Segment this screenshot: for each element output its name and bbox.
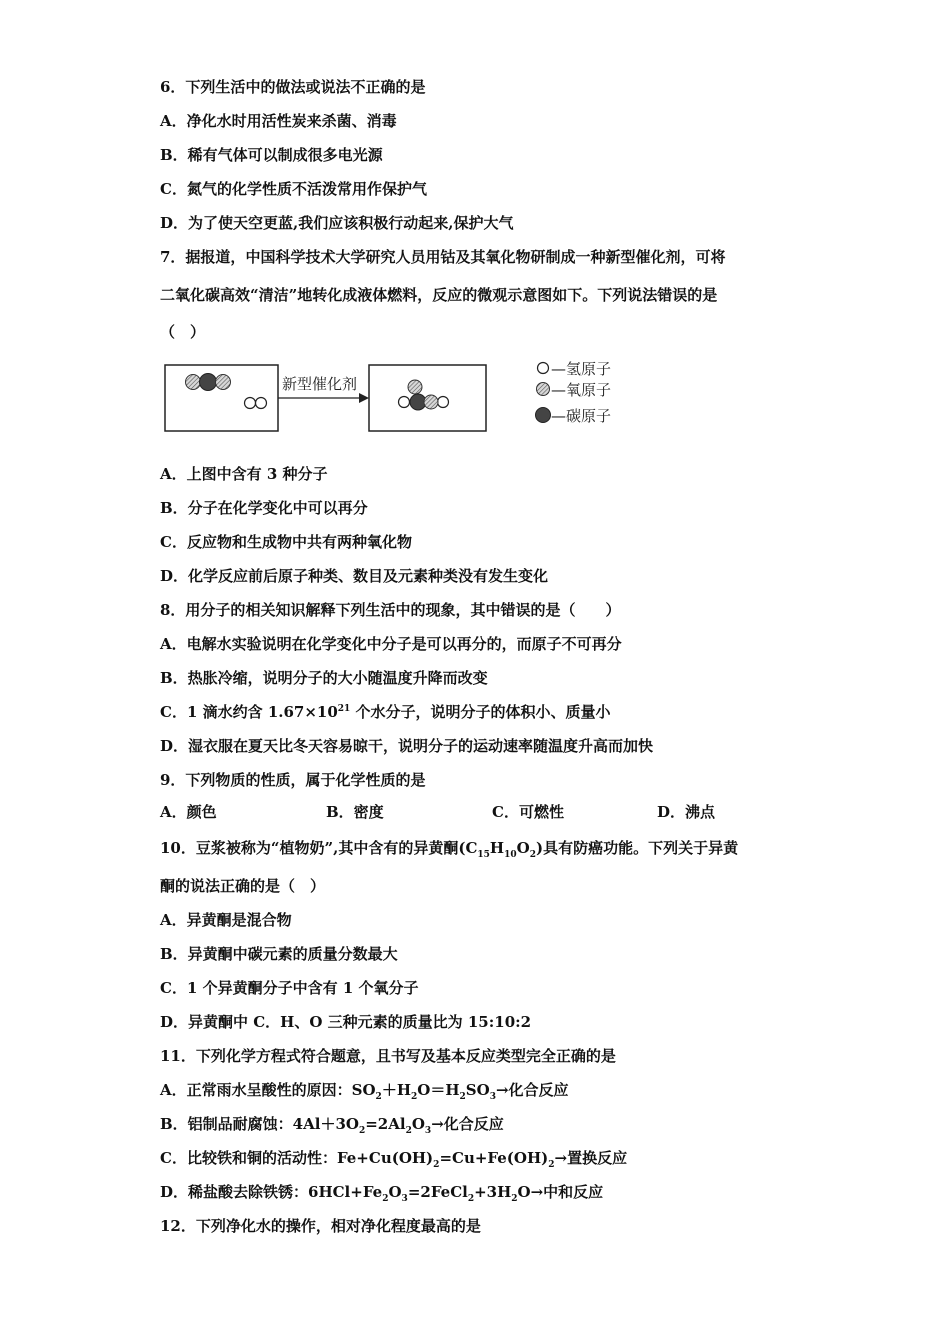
q11-option-d: D．稀盐酸去除铁锈：$6HCl+Fe_2O_3=2FeCl_2+3H_2O\to$中和反应 bbox=[160, 1183, 604, 1204]
oxygen-atom bbox=[216, 375, 231, 390]
q10-option-b: B．异黄酮中碳元素的质量分数最大 bbox=[160, 945, 398, 963]
q8-option-b: B．热胀冷缩，说明分子的大小随温度升降而改变 bbox=[160, 669, 488, 687]
q6-option-a: A．净化水时用活性炭来杀菌、消毒 bbox=[160, 112, 397, 130]
q9-option-b: B．密度 bbox=[326, 803, 384, 821]
co2-molecule bbox=[186, 374, 231, 391]
hydrogen-atom bbox=[438, 397, 449, 408]
q11-option-a: A．正常雨水呈酸性的原因：$SO_2+H_2O=H_2SO_3\to$化合反应 bbox=[160, 1081, 569, 1102]
hydrogen-atom bbox=[245, 398, 256, 409]
q7-option-b: B．分子在化学变化中可以再分 bbox=[160, 499, 368, 517]
q10-option-c: C．1 个异黄酮分子中含有 1 个氧分子 bbox=[160, 979, 419, 997]
legend-oxygen-label: —氧原子 bbox=[551, 381, 612, 399]
reaction-diagram bbox=[160, 356, 640, 440]
legend-hydrogen-label: —氢原子 bbox=[551, 360, 612, 378]
q7-option-c: C．反应物和生成物中共有两种氧化物 bbox=[160, 533, 412, 551]
q7-stem-line3: （ ） bbox=[160, 323, 206, 341]
q7-option-d: D．化学反应前后原子种类、数目及元素种类没有发生变化 bbox=[160, 567, 549, 585]
q6-option-b: B．稀有气体可以制成很多电光源 bbox=[160, 146, 383, 164]
q9-option-d: D．沸点 bbox=[657, 803, 716, 821]
legend-carbon-symbol bbox=[536, 408, 551, 423]
legend bbox=[536, 360, 612, 425]
hydrogen-atom bbox=[256, 398, 267, 409]
q8-stem: 8．用分子的相关知识解释下列生活中的现象，其中错误的是（ ） bbox=[160, 601, 621, 619]
q11-option-b: B．铝制品耐腐蚀：$4Al+3O_2=2Al_2O_3\to$化合反应 bbox=[160, 1115, 504, 1136]
q6-stem: 6．下列生活中的做法或说法不正确的是 bbox=[160, 78, 426, 96]
q7-stem-line1: 7．据报道，中国科学技术大学研究人员用钴及其氧化物研制成一种新型催化剂，可将 bbox=[160, 248, 726, 266]
q8-option-d: D．湿衣服在夏天比冬天容易晾干，说明分子的运动速率随温度升高而加快 bbox=[160, 737, 654, 755]
legend-carbon-label: —碳原子 bbox=[551, 407, 612, 425]
arrow-head bbox=[359, 393, 369, 403]
q7-option-a: A．上图中含有 3 种分子 bbox=[160, 465, 328, 483]
q8-option-c: C．1 滴水约含 $1.67\times 10^{21}$ 个水分子，说明分子的体积小、质量小 bbox=[160, 703, 611, 721]
arrow-label: 新型催化剂 bbox=[282, 375, 358, 393]
q8-option-a: A．电解水实验说明在化学变化中分子是可以再分的，而原子不可再分 bbox=[160, 635, 622, 653]
q10-stem-line2: 酮的说法正确的是（ ） bbox=[160, 877, 326, 895]
q11-option-c: C．比较铁和铜的活动性：$Fe+Cu(OH)_2=Cu+Fe(OH)_2\to$置换反应 bbox=[160, 1149, 628, 1170]
legend-hydrogen-symbol bbox=[538, 363, 549, 374]
oxygen-atom bbox=[408, 380, 422, 394]
q9-option-a: A．颜色 bbox=[160, 803, 217, 821]
q10-stem-line1: 10．豆浆被称为“植物奶”,其中含有的异黄酮$(C_{15}H_{10}O_2)$具有防癌功能。下列关于异黄 bbox=[160, 839, 739, 860]
q6-option-c: C．氮气的化学性质不活泼常用作保护气 bbox=[160, 180, 427, 198]
q10-option-d: D．异黄酮中 C．H、O 三种元素的质量比为 15:10:2 bbox=[160, 1013, 532, 1031]
q6-option-d: D．为了使天空更蓝,我们应该积极行动起来,保护大气 bbox=[160, 214, 514, 232]
carbon-atom bbox=[200, 374, 217, 391]
q10-option-a: A．异黄酮是混合物 bbox=[160, 911, 292, 929]
reaction-diagram-svg bbox=[160, 356, 640, 440]
q11-stem: 11．下列化学方程式符合题意，且书写及基本反应类型完全正确的是 bbox=[160, 1047, 616, 1065]
oxygen-atom bbox=[424, 395, 438, 409]
q9-stem: 9．下列物质的性质，属于化学性质的是 bbox=[160, 771, 426, 789]
legend-oxygen-symbol bbox=[537, 383, 550, 396]
q12-stem: 12．下列净化水的操作，相对净化程度最高的是 bbox=[160, 1217, 481, 1235]
q9-option-c: C．可燃性 bbox=[492, 803, 564, 821]
hydrogen-atom bbox=[399, 397, 410, 408]
q7-stem-line2: 二氧化碳高效“清洁”地转化成液体燃料，反应的微观示意图如下。下列说法错误的是 bbox=[160, 286, 718, 304]
oxygen-atom bbox=[186, 375, 201, 390]
